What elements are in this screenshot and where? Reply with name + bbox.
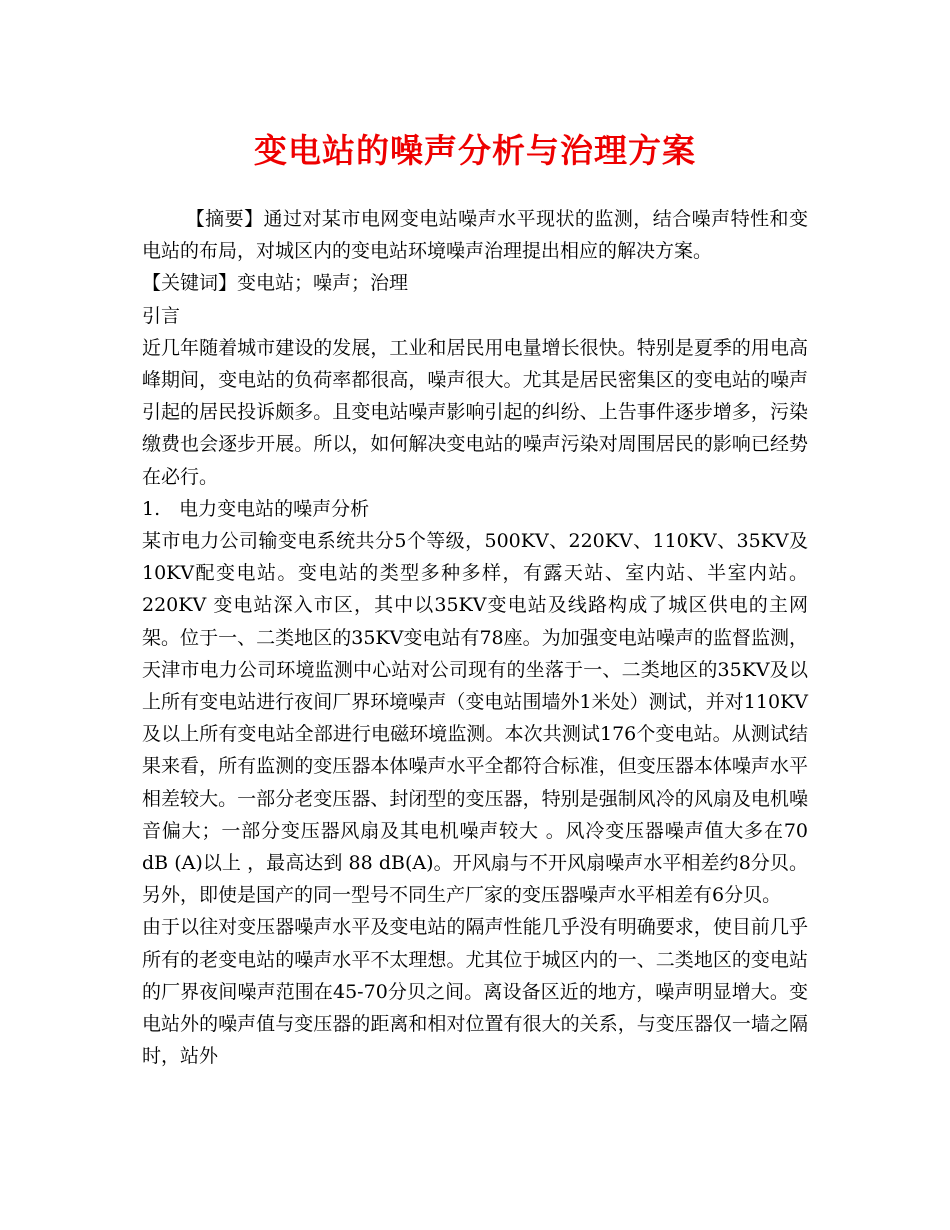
document-body [142,203,808,1072]
section-1-paragraph-2: 由于以往对变压器噪声水平及变电站的隔声性能几乎没有明确要求，使目前几乎所有的老变电站的噪声水平不太理想。尤其位于城区内的一、二类地区的变电站的厂界夜间噪声范围在45-70分贝之间。离设备区近的地方，噪声明显增大。变电站外的噪声值与变压器的距离和相对位置有很大的关系，与变压器仅一墙之隔时，站外 [142,916,808,1068]
section-1-paragraph-1: 某市电力公司输变电系统共分5个等级，500KV、220KV、110KV、35KV及10KV配变电站。变电站的类型多种多样，有露天站、室内站、半室内站。220KV 变电站深入市区，其中以35KV变电站及线路构成了城区供电的主网架。位于一、二类地区的35KV变电站有78座。为加强变电站噪声的监督监测，天津市电力公司环境监测中心站对公司现有的坐落于一、二类地区的35KV及以上所有变电站进行夜间厂界环境噪声（变电站围墙外1米处）测试，并对110KV及以上所有变电站全部进行电磁环境监测。本次共测试176个变电站。从测试结果来看，所有监测的变压器本体噪声水平全都符合标准，但变压器本体噪声水平相差较大。一部分老变压器、封闭型的变压器，特别是强制风冷的风扇及电机噪音偏大；一部分变压器风扇及其电机噪声较大 。风冷变压器噪声值大多在70 dB (A)以上 ，最高达到 88 dB(A)。开风扇与不开风扇噪声水平相差约8分贝。另外，即使是国产的同一型号不同生产厂家的变压器噪声水平相差有6分贝。 [142,530,808,907]
abstract-paragraph: 【摘要】通过对某市电网变电站噪声水平现状的监测，结合噪声特性和变电站的布局，对城区内的变电站环境噪声治理提出相应的解决方案。 [142,208,808,263]
keywords-line: 【关键词】变电站；噪声；治理 [142,272,409,295]
intro-paragraph: 近几年随着城市建设的发展，工业和居民用电量增长很快。特别是夏季的用电高峰期间，变电站的负荷率都很高，噪声很大。尤其是居民密集区的变电站的噪声引起的居民投诉颇多。且变电站噪声影响引起的纠纷、上告事件逐步增多，污染缴费也会逐步开展。所以，如何解决变电站的噪声污染对周围居民的影响已经势在必行。 [142,336,808,488]
section-1-heading: 1. 电力变电站的噪声分析 [142,497,370,520]
intro-heading: 引言 [142,304,181,327]
document-title: 变电站的噪声分析与治理方案 [254,131,696,170]
